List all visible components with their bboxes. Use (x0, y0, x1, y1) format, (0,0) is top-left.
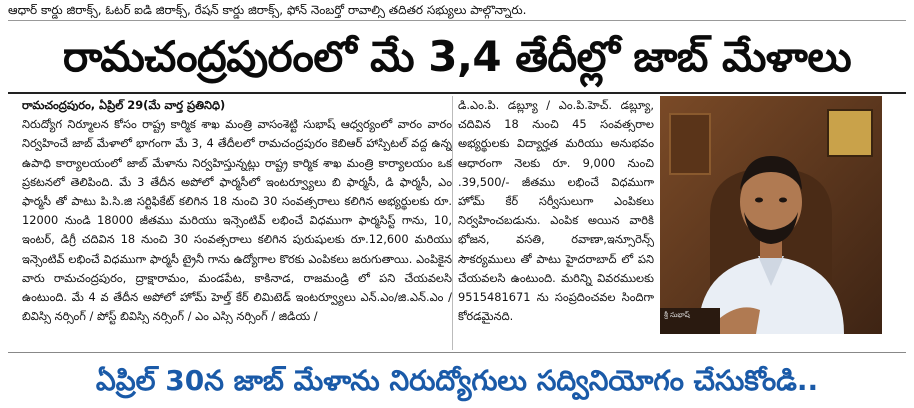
article-column-mid (458, 96, 654, 352)
headline-rule (8, 92, 906, 94)
column-divider (452, 96, 453, 350)
previous-article-tail: ఆధార్ కార్డు జిరాక్స్, ఓటర్ ఐడి జిరాక్స్, రేషన్ కార్డు జిరాక్స్, ఫోన్ నెంబర్తో రావాల్సి తదితర సభ్యులు పాల్గొన్నారు. (8, 0, 906, 21)
footer-rule (8, 352, 906, 353)
article-text-mid: డి.ఎం.పి. డబ్ల్యూ / ఎం.పి.హెచ్. డబ్ల్యూ, చదివిన 18 నుంచి 45 సంవత్సరాల అభ్యర్థులకు విద్యార్హత మరియు అనుభవం ఆధారంగా నెలకు రూ. 9,000 నుంచి .39,500/- జీతము లభించే విధముగా హోమ్ కేర్ సర్వీసులుగా ఎంపికలు నిర్వహించబడును. ఎంపిక అయిన వారికి భోజన, వసతి, రవాణా,ఇన్సూరెన్స్ సౌకర్యములు తో పాటు హైదరాబాద్ లో పని చేయవలసి ఉంటుంది. మరిన్ని వివరములకు 9515481671 ను సంప్రదించవల సిందిగా కోరడమైనది. (458, 98, 654, 324)
footer-headline: ఏప్రిల్ 30న జాబ్ మేళాను నిరుద్యోగులు సద్వినియోగం చేసుకోండి.. (95, 364, 819, 397)
minister-photo (660, 96, 882, 334)
portrait-illustration (660, 96, 882, 334)
article-text-left: నిరుద్యోగ నిర్మూలన కోసం రాష్ట్ర కార్మిక శాఖ మంత్రి వాసంశెట్టి సుభాష్ ఆధ్వర్యంలో వారం వారం నిర్వహించే జాబ్ మేళాలో భాగంగా మే 3, 4 తేదీలలో రామచంద్రపురం కెబిఆర్ హాస్పిటల్ వద్ద ఉన్న ఉపాధి కార్యాలయంలో జాబ్ మేళాను నిర్వహిస్తున్నట్లు రాష్ట్ర కార్మిక శాఖ మంత్రి కార్యాలయం ఒక ప్రకటనలో తెలిపింది. మే 3 తేదీన అపోలో ఫార్మసీలో ఇంటర్వ్యూలు బి ఫార్మసీ, డి ఫార్మసీ, ఎం ఫార్మసీ తో పాటు పి.సి.జి సర్టిఫికేట్ కలిగిన 18 నుంచి 30 సంవత్సరాలు కలిగిన అభ్యర్థులకు రూ. 12000 నుండి 18000 జీతము మరియు ఇన్సెంటివ్ లభించే విధముగా ఫార్మసిస్ట్ గాను, 10, ఇంటర్, డిగ్రీ చదివిన 18 నుంచి 30 సంవత్సరాలు కలిగిన పురుషులకు రూ.12,600 మరియు ఇన్సెంటివ్ లభించే విధముగా ఫార్మసీ ట్రైనీ గాను ఉద్యోగాల కొరకు ఎంపికలు జరుగుతాయి. ఎంపికైన వారు రామచంద్రపురం, ద్రాక్షారామం, మండపేట, కాకినాడ, రాజమండ్రి లో పని చేయవలసి ఉంటుంది. మే 4 వ తేదీన అపోలో హోమ్ హెల్త్ కేర్ లిమిటెడ్ ఇంటర్వ్యూలు ఎన్.ఎం/జి.ఎన్.ఎం / బివిస్సి నర్సింగ్ / పోస్ట్ బివిస్సి నర్సింగ్ / ఎం ఎస్సి నర్సింగ్ / జిడియ / (22, 117, 452, 324)
article-column-left (22, 96, 452, 352)
nameplate: శ్రీ సుభాష్ (664, 311, 690, 319)
headline: రామచంద్రపురంలో మే 3,4 తేదీల్లో జాబ్ మేళాలు (62, 32, 852, 81)
dateline: రామచంద్రపురం, ఏప్రిల్ 29(మే వార్త ప్రతినిధి) (22, 98, 226, 112)
